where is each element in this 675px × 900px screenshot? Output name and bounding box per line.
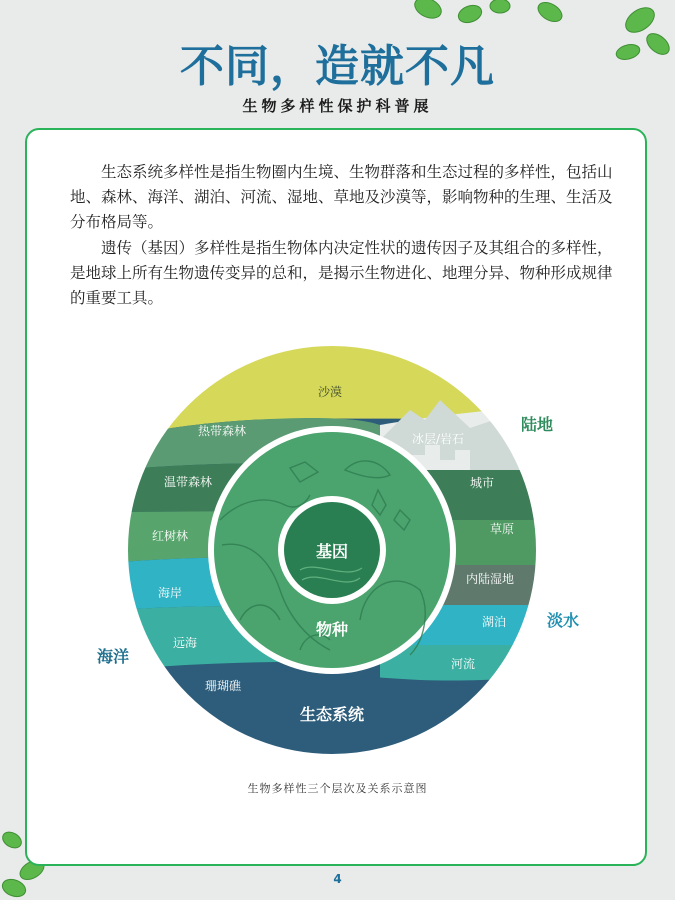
diagram-caption: 生物多样性三个层次及关系示意图 [247, 782, 428, 795]
page-title: 不同，造就不凡 [180, 41, 495, 92]
group-label-land: 陆地 [520, 415, 554, 434]
band-label-coast: 海岸 [157, 586, 183, 600]
band-label-tropical-forest: 热带森林 [197, 424, 247, 438]
band-label-river: 河流 [450, 657, 476, 671]
band-label-open-sea: 远海 [172, 636, 198, 650]
ecosystem-diversity-paragraph: 生态系统多样性是指生物圈内生境、生物群落和生态过程的多样性，包括山地、森林、海洋、湖泊、河流、湿地、草地及沙漠等，影响物种的生理、生活及分布格局等。 [70, 163, 613, 231]
band-label-grassland: 草原 [489, 522, 515, 536]
ecosystem-label: 生态系统 [299, 705, 365, 724]
gene-label: 基因 [315, 542, 349, 561]
band-label-temperate-forest: 温带森林 [163, 475, 213, 489]
band-label-mangrove: 红树林 [151, 529, 189, 543]
band-label-ice-rock: 冰层/岩石 [411, 432, 465, 446]
band-label-coral-reef: 珊瑚礁 [204, 679, 242, 693]
group-label-freshwater: 淡水 [546, 611, 580, 630]
band-label-desert: 沙漠 [317, 385, 343, 399]
group-label-ocean: 海洋 [96, 647, 130, 666]
page-number: 4 [333, 872, 342, 886]
band-label-inland-wetland: 内陆湿地 [465, 572, 515, 586]
band-label-city: 城市 [469, 476, 495, 490]
species-label: 物种 [315, 620, 349, 639]
page-subtitle: 生物多样性保护科普展 [242, 97, 433, 115]
biodiversity-levels-diagram [0, 340, 675, 780]
genetic-diversity-paragraph: 遗传（基因）多样性是指生物体内决定性状的遗传因子及其组合的多样性，是地球上所有生物遗传变异的总和，是揭示生物进化、地理分异、物种形成规律的重要工具。 [70, 239, 613, 307]
band-label-lake: 湖泊 [481, 615, 507, 629]
